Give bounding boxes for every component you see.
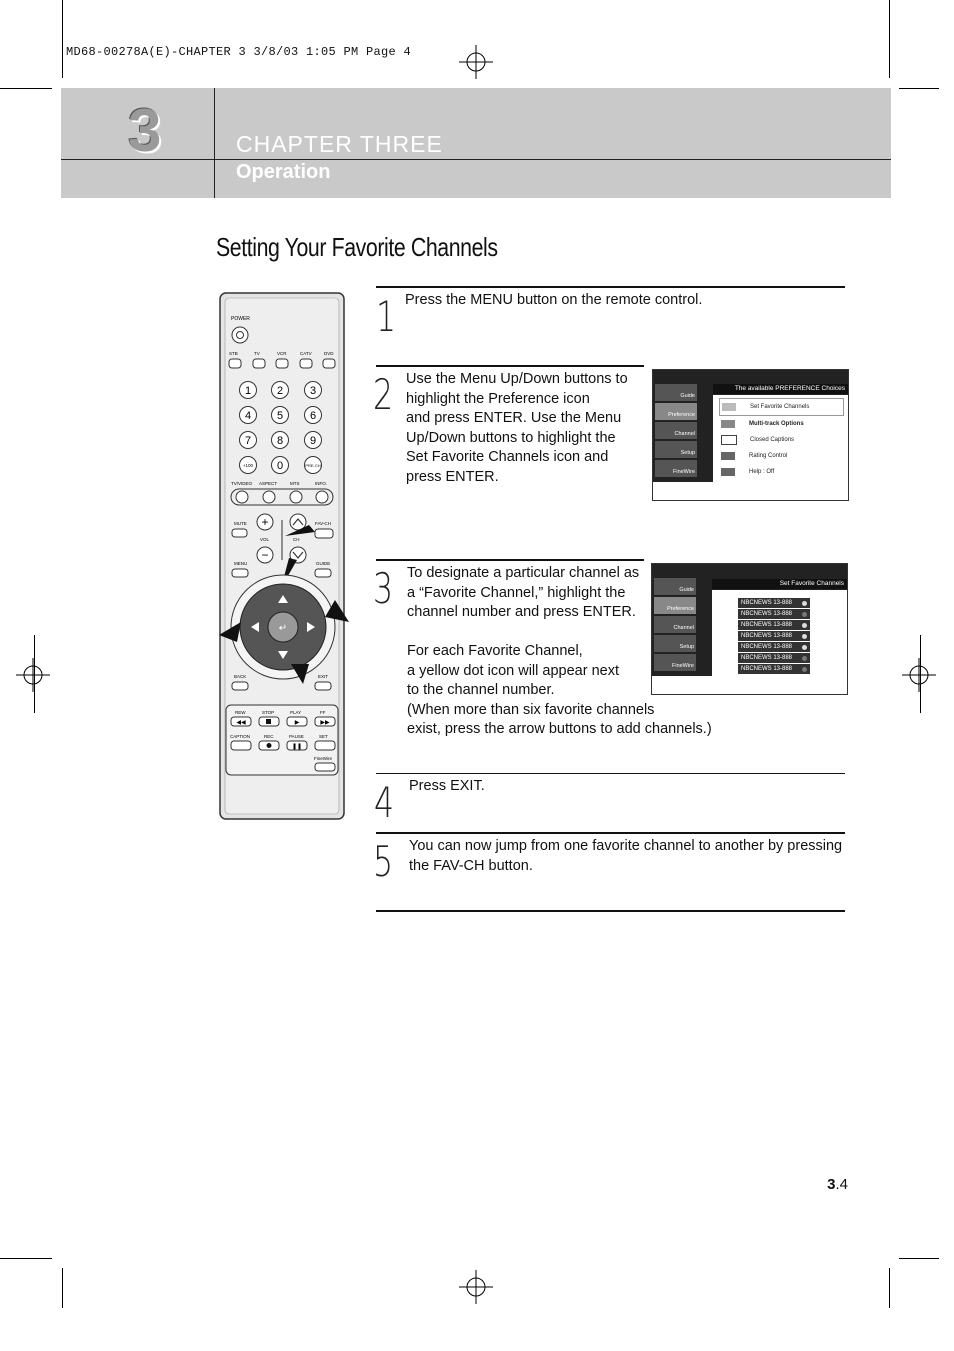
step-divider — [376, 910, 845, 912]
chapter-number: 3 — [128, 97, 162, 164]
step-text: Press the MENU button on the remote control. — [405, 292, 703, 308]
side-tabs — [654, 578, 696, 674]
channel-label: NBCNEWS 13-888 — [741, 644, 793, 650]
step-line: Up/Down buttons to highlight the — [406, 429, 616, 446]
pause-icon: ❚❚ — [291, 744, 303, 750]
channel-label: NBCNEWS 13-888 — [741, 622, 793, 628]
vcr-button[interactable] — [276, 359, 288, 368]
digit-label: 5 — [276, 410, 284, 422]
channel-label: NBCNEWS 13-888 — [741, 655, 793, 661]
digit-label: +100 — [242, 463, 254, 468]
screen-header: Set Favorite Channels — [712, 579, 847, 589]
fast-forward-icon: ▶▶ — [320, 720, 330, 726]
enter-icon: ↵ — [278, 623, 288, 634]
channel-row — [738, 653, 810, 663]
channel-row — [738, 598, 810, 608]
digit-label: 2 — [276, 385, 284, 397]
transport-label: SET — [319, 734, 328, 739]
transport-label: PLAY — [290, 710, 302, 715]
mute-button[interactable] — [232, 529, 247, 537]
plus-icon: + — [261, 515, 269, 529]
dot-icon — [802, 623, 807, 628]
step-line: (When more than six favorite channels — [407, 701, 655, 718]
source-label: CATV — [300, 351, 312, 356]
print-slug: MD68-00278A(E)-CHAPTER 3 3/8/03 1:05 PM Page 4 — [66, 45, 412, 59]
menu-item-label: Set Favorite Channels — [750, 404, 810, 410]
tab-channel: Channel — [655, 422, 697, 439]
crop-mark — [899, 1258, 939, 1259]
menu-label: MENU — [234, 561, 248, 566]
step-line: exist, press the arrow buttons to add channels.) — [407, 721, 712, 737]
source-label: DVD — [324, 351, 334, 356]
step-divider — [376, 365, 644, 367]
dvd-button[interactable] — [323, 359, 335, 368]
transport-label: FF — [320, 710, 326, 715]
step-text — [406, 370, 628, 487]
step-number: 2 — [373, 370, 394, 419]
menu-item-label: Multi-track Options — [749, 421, 804, 427]
channel-label: NBCNEWS 13-888 — [741, 611, 793, 617]
channel-list — [738, 598, 810, 674]
source-label: VCR — [277, 351, 287, 356]
row-label: INFO. — [315, 481, 327, 486]
row-label: TV/VIDEO — [231, 481, 253, 486]
menu-item-captions — [719, 432, 844, 448]
digit-label: 6 — [309, 410, 317, 422]
favorite-icon — [722, 403, 736, 411]
tab-finewire: FineWire — [655, 460, 697, 477]
digit-label: PRE-CH — [305, 463, 321, 468]
section-title: Operation — [236, 161, 331, 183]
multitrack-icon — [721, 420, 735, 428]
channel-row — [738, 620, 810, 630]
channel-label: NBCNEWS 13-888 — [741, 666, 793, 672]
set-button[interactable] — [315, 741, 335, 750]
step-number: 3 — [373, 564, 394, 613]
catv-button[interactable] — [300, 359, 312, 368]
remote-control-illustration — [219, 292, 345, 820]
ch-label: CH — [293, 537, 300, 542]
vol-label: VOL — [260, 537, 270, 542]
menu-item-set-favorite — [719, 398, 844, 416]
dot-icon — [802, 645, 807, 650]
transport-label: REC — [264, 734, 274, 739]
tvvideo-button[interactable] — [236, 491, 248, 503]
menu-item-label: Closed Captions — [750, 437, 795, 443]
crop-mark — [0, 88, 52, 89]
menu-item-help — [719, 464, 844, 480]
mts-button[interactable] — [290, 491, 302, 503]
crop-mark — [889, 1268, 890, 1308]
page-index: .4 — [835, 1176, 848, 1193]
dot-icon — [802, 656, 807, 661]
help-icon — [721, 468, 735, 476]
step-divider — [376, 559, 644, 561]
transport-label: CAPTION — [230, 734, 251, 739]
guide-label: GUIDE — [316, 561, 331, 566]
back-button[interactable] — [232, 682, 248, 690]
back-label: BACK — [234, 674, 247, 679]
tab-setup: Setup — [654, 635, 696, 652]
power-button[interactable] — [232, 327, 248, 343]
channel-row — [738, 664, 810, 674]
page-chapter: 3 — [827, 1176, 836, 1193]
step-line: Use the Menu Up/Down buttons to — [406, 371, 628, 387]
tab-setup: Setup — [655, 441, 697, 458]
step-line: Set Favorite Channels icon and — [406, 449, 609, 465]
registration-mark-icon — [902, 658, 936, 692]
step-divider — [376, 832, 845, 834]
crop-mark — [62, 1268, 63, 1308]
record-icon — [267, 743, 272, 748]
step-line: press ENTER. — [406, 468, 499, 485]
rewind-icon: ◀◀ — [236, 720, 246, 726]
stb-button[interactable] — [229, 359, 241, 368]
step-line: You can now jump from one favorite channel to another by pressing — [409, 838, 843, 854]
tab-preference: Preference — [654, 597, 696, 614]
channel-row — [738, 642, 810, 652]
transport-label: REW — [235, 710, 246, 715]
dot-icon — [802, 601, 807, 606]
step-line: To designate a particular channel as — [407, 565, 640, 581]
step-number: 1 — [376, 292, 397, 341]
step-line: For each Favorite Channel, — [407, 643, 583, 659]
page-title: Setting Your Favorite Channels — [216, 232, 498, 262]
step-line: a yellow dot icon will appear next — [407, 662, 619, 679]
channel-row — [738, 631, 810, 641]
menu-item-rating — [719, 448, 844, 464]
header-divider — [61, 159, 891, 160]
digit-label: 9 — [309, 435, 317, 447]
aspect-button[interactable] — [263, 491, 275, 503]
screen-header: The available PREFERENCE Choices — [713, 384, 848, 394]
exit-label: EXIT — [318, 674, 329, 679]
step-line: and press ENTER. Use the Menu — [406, 410, 622, 426]
menu-items — [719, 398, 844, 480]
crop-mark — [920, 635, 921, 713]
crop-mark — [899, 88, 939, 89]
transport-label: STOP — [262, 710, 275, 715]
tv-button[interactable] — [253, 359, 265, 368]
step-divider — [376, 286, 845, 288]
row-label: MTS — [290, 481, 300, 486]
digit-label: 0 — [276, 460, 284, 472]
step-text: Press EXIT. — [409, 778, 485, 794]
info-button[interactable] — [316, 491, 328, 503]
step-text — [409, 837, 842, 876]
step-number: 5 — [373, 837, 394, 886]
play-icon: ▶ — [294, 720, 300, 726]
menu-item-label: Help : Off — [749, 469, 775, 475]
dot-icon — [802, 667, 807, 672]
side-tabs — [655, 384, 697, 480]
registration-mark-icon — [459, 1270, 493, 1304]
chapter-title: CHAPTER THREE — [236, 131, 443, 157]
favch-button[interactable] — [315, 529, 333, 538]
registration-mark-icon — [16, 658, 50, 692]
power-label: POWER — [231, 316, 250, 322]
favch-label: FAV-CH — [315, 521, 331, 526]
transport-label: PAUSE — [289, 734, 304, 739]
registration-mark-icon — [459, 45, 493, 79]
step-divider — [376, 773, 845, 774]
page-number — [827, 1176, 848, 1193]
favorite-channels-screenshot — [651, 563, 848, 695]
digit-label: 4 — [244, 410, 252, 422]
step-line: highlight the Preference icon — [406, 390, 590, 407]
step-line: a “Favorite Channel,” highlight the — [407, 584, 626, 601]
captions-icon — [721, 435, 737, 445]
minus-icon: − — [261, 548, 269, 562]
crop-mark — [34, 635, 35, 713]
step-line: to the channel number. — [407, 682, 555, 698]
guide-button[interactable] — [315, 569, 331, 577]
exit-button[interactable] — [315, 682, 331, 690]
channel-row — [738, 609, 810, 619]
digit-label: 7 — [244, 435, 252, 447]
step-line: the FAV-CH button. — [409, 857, 533, 874]
rating-icon — [721, 452, 735, 460]
digit-label: 1 — [244, 385, 252, 397]
source-label: STB — [229, 351, 238, 356]
header-divider — [214, 88, 215, 198]
tab-guide: Guide — [655, 384, 697, 401]
mute-label: MUTE — [234, 521, 247, 526]
channel-label: NBCNEWS 13-888 — [741, 633, 793, 639]
menu-item-label: Rating Control — [749, 453, 788, 459]
stop-icon — [266, 719, 271, 724]
tab-guide: Guide — [654, 578, 696, 595]
finewire-label: FineWire — [314, 756, 333, 761]
step-number: 4 — [374, 778, 395, 827]
crop-mark — [62, 0, 63, 78]
digit-label: 8 — [276, 435, 284, 447]
digit-label: 3 — [309, 385, 317, 397]
source-label: TV — [254, 351, 260, 356]
crop-mark — [889, 0, 890, 78]
tab-finewire: FineWire — [654, 654, 696, 671]
crop-mark — [0, 1258, 52, 1259]
caption-button[interactable] — [231, 741, 251, 750]
dot-icon — [802, 612, 807, 617]
tab-preference: Preference — [655, 403, 697, 420]
preference-menu-screenshot — [652, 369, 849, 501]
chapter-header-band — [61, 88, 891, 198]
menu-button[interactable] — [232, 569, 248, 577]
channel-label: NBCNEWS 13-888 — [741, 600, 793, 606]
tab-channel: Channel — [654, 616, 696, 633]
row-label: ASPECT — [259, 481, 278, 486]
finewire-button[interactable] — [315, 763, 335, 771]
step-line: channel number and press ENTER. — [407, 604, 636, 620]
dot-icon — [802, 634, 807, 639]
menu-item-multitrack — [719, 416, 844, 432]
